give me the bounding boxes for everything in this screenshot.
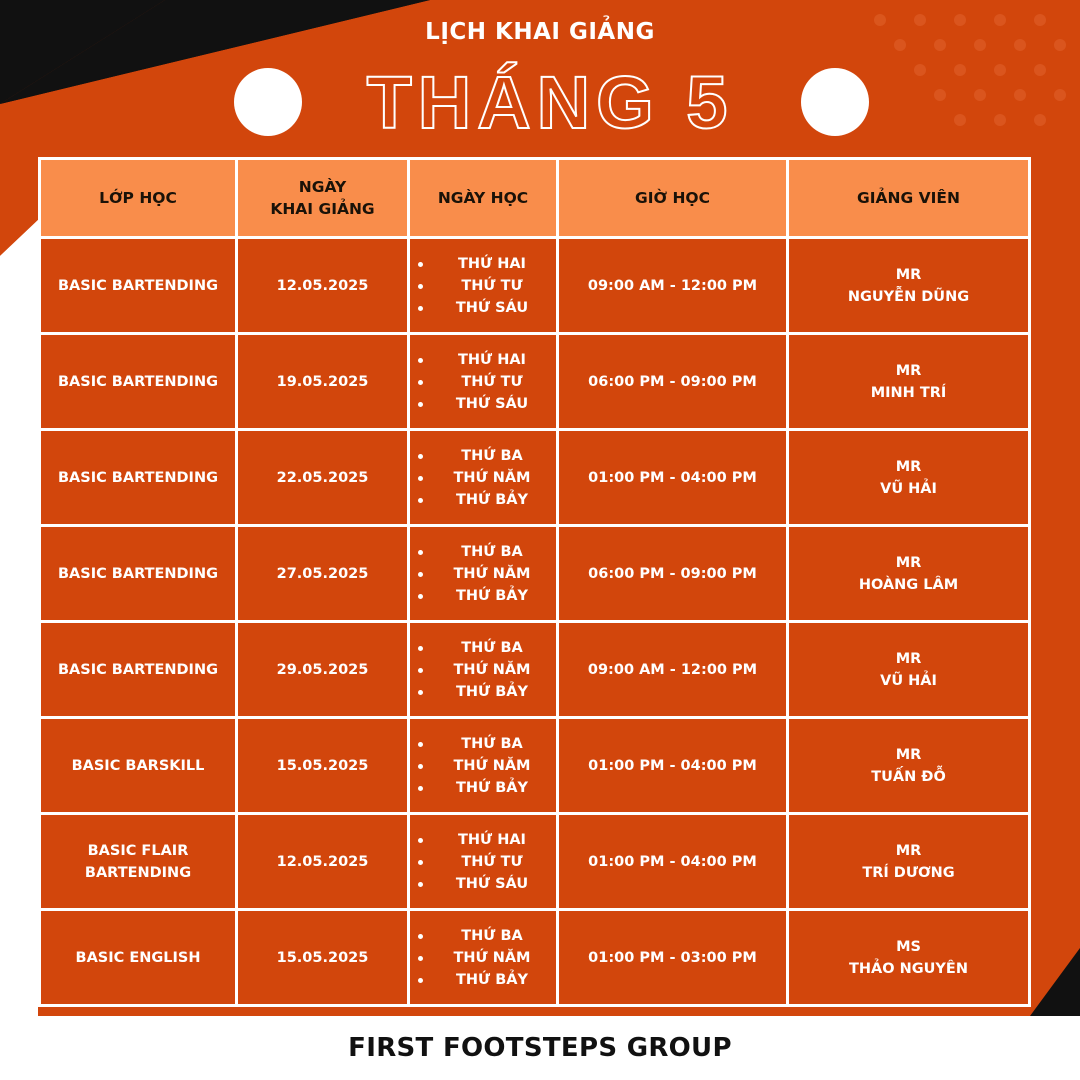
table-header-row bbox=[40, 159, 1030, 238]
table-row bbox=[40, 334, 1030, 430]
start-date-cell: 12.05.2025 bbox=[237, 238, 409, 334]
study-days-list bbox=[416, 733, 550, 799]
study-days-list bbox=[416, 541, 550, 607]
study-days-list bbox=[416, 445, 550, 511]
teacher-cell: MR VŨ HẢI bbox=[788, 622, 1030, 718]
month-title-text: THÁNG 5 bbox=[366, 61, 734, 144]
study-days-cell bbox=[409, 622, 558, 718]
study-days-cell bbox=[409, 238, 558, 334]
table-row bbox=[40, 622, 1030, 718]
class-name-cell: BASIC BARTENDING bbox=[40, 526, 237, 622]
footer-brand: FIRST FOOTSTEPS GROUP bbox=[348, 1033, 732, 1063]
table-row bbox=[40, 430, 1030, 526]
study-day-item: THỨ NĂM bbox=[416, 947, 550, 969]
teacher-cell: MR HOÀNG LÂM bbox=[788, 526, 1030, 622]
start-date-cell: 29.05.2025 bbox=[237, 622, 409, 718]
column-header-time: GIỜ HỌC bbox=[558, 159, 788, 238]
class-time-cell: 01:00 PM - 04:00 PM bbox=[558, 814, 788, 910]
study-day-item: THỨ NĂM bbox=[416, 467, 550, 489]
class-name-cell: BASIC BARTENDING bbox=[40, 622, 237, 718]
study-day-item: THỨ HAI bbox=[416, 349, 550, 371]
table-row bbox=[40, 718, 1030, 814]
study-day-item: THỨ NĂM bbox=[416, 659, 550, 681]
teacher-cell: MR TUẤN ĐỖ bbox=[788, 718, 1030, 814]
study-day-item: THỨ BẢY bbox=[416, 585, 550, 607]
study-days-list bbox=[416, 253, 550, 319]
study-days-cell bbox=[409, 910, 558, 1006]
month-title bbox=[0, 56, 1080, 152]
study-day-item: THỨ BA bbox=[416, 445, 550, 467]
column-header-days: NGÀY HỌC bbox=[409, 159, 558, 238]
start-date-cell: 15.05.2025 bbox=[237, 910, 409, 1006]
start-date-cell: 12.05.2025 bbox=[237, 814, 409, 910]
study-days-list bbox=[416, 637, 550, 703]
study-day-item: THỨ TƯ bbox=[416, 275, 550, 297]
class-name-cell: BASIC ENGLISH bbox=[40, 910, 237, 1006]
teacher-cell: MR NGUYỄN DŨNG bbox=[788, 238, 1030, 334]
start-date-cell: 15.05.2025 bbox=[237, 718, 409, 814]
class-name-cell: BASIC BARTENDING bbox=[40, 430, 237, 526]
study-day-item: THỨ SÁU bbox=[416, 297, 550, 319]
class-time-cell: 09:00 AM - 12:00 PM bbox=[558, 622, 788, 718]
teacher-cell: MR VŨ HẢI bbox=[788, 430, 1030, 526]
study-day-item: THỨ NĂM bbox=[416, 563, 550, 585]
class-name-cell: BASIC BARTENDING bbox=[40, 334, 237, 430]
schedule-subtitle: LỊCH KHAI GIẢNG bbox=[425, 19, 655, 45]
study-day-item: THỨ SÁU bbox=[416, 873, 550, 895]
study-days-list bbox=[416, 349, 550, 415]
schedule-table bbox=[38, 157, 1031, 1007]
table-row bbox=[40, 910, 1030, 1006]
study-days-cell bbox=[409, 526, 558, 622]
class-time-cell: 09:00 AM - 12:00 PM bbox=[558, 238, 788, 334]
class-time-cell: 06:00 PM - 09:00 PM bbox=[558, 526, 788, 622]
study-days-list bbox=[416, 925, 550, 991]
study-day-item: THỨ SÁU bbox=[416, 393, 550, 415]
column-header-start-date: NGÀY KHAI GIẢNG bbox=[237, 159, 409, 238]
table-row bbox=[40, 526, 1030, 622]
study-days-cell bbox=[409, 430, 558, 526]
column-header-class: LỚP HỌC bbox=[40, 159, 237, 238]
table-row bbox=[40, 814, 1030, 910]
study-days-cell bbox=[409, 334, 558, 430]
class-name-cell: BASIC BARSKILL bbox=[40, 718, 237, 814]
study-days-cell bbox=[409, 814, 558, 910]
class-time-cell: 01:00 PM - 04:00 PM bbox=[558, 718, 788, 814]
teacher-cell: MR TRÍ DƯƠNG bbox=[788, 814, 1030, 910]
class-time-cell: 06:00 PM - 09:00 PM bbox=[558, 334, 788, 430]
start-date-cell: 27.05.2025 bbox=[237, 526, 409, 622]
teacher-cell: MR MINH TRÍ bbox=[788, 334, 1030, 430]
study-day-item: THỨ BẢY bbox=[416, 681, 550, 703]
class-name-cell: BASIC FLAIR BARTENDING bbox=[40, 814, 237, 910]
start-date-cell: 19.05.2025 bbox=[237, 334, 409, 430]
class-name-cell: BASIC BARTENDING bbox=[40, 238, 237, 334]
class-time-cell: 01:00 PM - 04:00 PM bbox=[558, 430, 788, 526]
study-day-item: THỨ HAI bbox=[416, 829, 550, 851]
decor-circle-right bbox=[801, 68, 869, 136]
decor-circle-left bbox=[234, 68, 302, 136]
study-day-item: THỨ BA bbox=[416, 925, 550, 947]
study-day-item: THỨ HAI bbox=[416, 253, 550, 275]
study-days-list bbox=[416, 829, 550, 895]
study-day-item: THỨ BA bbox=[416, 541, 550, 563]
study-days-cell bbox=[409, 718, 558, 814]
study-day-item: THỨ NĂM bbox=[416, 755, 550, 777]
study-day-item: THỨ BA bbox=[416, 637, 550, 659]
study-day-item: THỨ BẢY bbox=[416, 969, 550, 991]
study-day-item: THỨ BẢY bbox=[416, 489, 550, 511]
study-day-item: THỨ TƯ bbox=[416, 371, 550, 393]
study-day-item: THỨ BA bbox=[416, 733, 550, 755]
start-date-cell: 22.05.2025 bbox=[237, 430, 409, 526]
study-day-item: THỨ BẢY bbox=[416, 777, 550, 799]
study-day-item: THỨ TƯ bbox=[416, 851, 550, 873]
teacher-cell: MS THẢO NGUYÊN bbox=[788, 910, 1030, 1006]
column-header-teacher: GIẢNG VIÊN bbox=[788, 159, 1030, 238]
table-body bbox=[40, 238, 1030, 1006]
table-row bbox=[40, 238, 1030, 334]
class-time-cell: 01:00 PM - 03:00 PM bbox=[558, 910, 788, 1006]
